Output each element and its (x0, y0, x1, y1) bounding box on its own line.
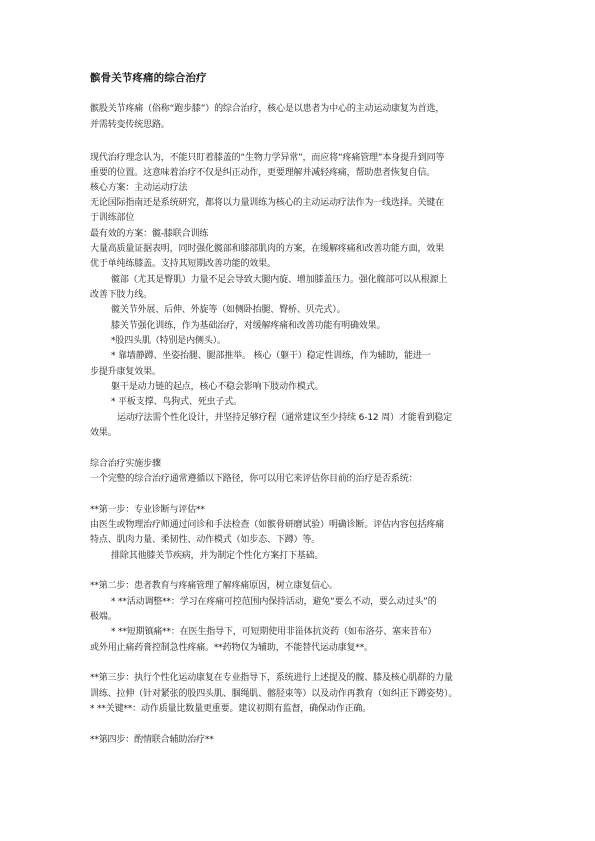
step-heading: **第四步：酌情联合辅助治疗** (90, 735, 214, 745)
paragraph-line: 特点、肌肉力量、柔韧性、动作模式（如步态、下蹲）等。 (90, 535, 321, 545)
paragraph-line: 排除其他膝关节疾病，并为制定个性化方案打下基础。 (111, 551, 324, 561)
bullet-line: * 平板支撑、鸟狗式、死虫子式。 (111, 397, 242, 407)
paragraph-line: 改善下肢力线。 (90, 290, 152, 300)
paragraph-line: 优于单纯练膝盖。支持其短期改善功能的效果。 (90, 259, 276, 269)
paragraph-line: 或外用止痛药膏控制急性疼痛。**药物仅为辅助，不能替代运动康复**。 (90, 643, 373, 653)
bullet-line: * **活动调整**：学习在疼痛可控范围内保持活动，避免“要么不动，要么动过头”的 (111, 597, 437, 607)
paragraph-line: 躯干是动力链的起点，核心不稳会影响下肢动作模式。 (111, 382, 324, 392)
paragraph-line: 髌股关节疼痛（俗称“跑步膝”）的综合治疗，核心是以患者为中心的主动运动康复为首选， (90, 104, 445, 114)
step-heading: **第三步：执行个性化运动康复在专业指导下，系统进行上述提及的髋、膝及核心肌群的力量 (90, 673, 453, 683)
paragraph-line: 重要的位置。这意味着治疗不仅是纠正动作，更要理解并减轻疼痛，帮助患者恢复自信。 (90, 168, 436, 178)
section-heading: 综合治疗实施步骤 (90, 459, 161, 469)
paragraph-line: 髋关节外展、后伸、外旋等（如侧卧抬腿、臀桥、贝壳式）。 (111, 305, 346, 315)
paragraph-line: 并需转变传统思路。 (90, 120, 170, 130)
paragraph-line: 于训练部位 (90, 213, 135, 223)
paragraph-line: 膝关节强化训练，作为基础治疗，对缓解疼痛和改善功能有明确效果。 (111, 321, 386, 331)
paragraph-line: 效果。 (90, 428, 117, 438)
step-heading: **第二步：患者教育与疼痛管理了解疼痛原因，树立康复信心。 (90, 581, 338, 591)
section-heading: 最有效的方案：髋-膝联合训练 (90, 229, 209, 239)
paragraph-line: 训练、拉伸（针对紧张的股四头肌、腘绳肌、髂胫束等）以及动作再教育（如纠正下蹲姿势）。 (90, 689, 458, 699)
paragraph-line: 现代治疗理念认为，不能只盯着膝盖的“生物力学异常”，而应将“疼痛管理”本身提升到同等 (90, 153, 445, 163)
paragraph-line: 由医生或物理治疗师通过问诊和手法检查（如髌骨研磨试验）明确诊断。评估内容包括疼痛 (90, 520, 445, 530)
document-title: 髌骨关节疼痛的综合治疗 (90, 72, 207, 84)
paragraph-line: 一个完整的综合治疗通常遵循以下路径，你可以用它来评估你目前的治疗是否系统： (90, 474, 418, 484)
paragraph-line: 运动疗法需个性化设计，并坚持足够疗程（通常建议至少持续 6-12 周）才能看到稳定 (117, 413, 452, 423)
paragraph-line: 髋部（尤其是臀肌）力量不足会导致大腿内旋、增加膝盖压力。强化髋部可以从根源上 (111, 275, 448, 285)
bullet-line: * 靠墙静蹲、坐姿抬腿、腿部推举。 核心（躯干）稳定性训练，作为辅助，能进一 (111, 351, 431, 361)
bullet-line: *股四头肌（特别是内侧头）。 (111, 336, 226, 346)
step-heading: **第一步：专业诊断与评估** (90, 505, 205, 515)
paragraph-line: 极端。 (90, 612, 117, 622)
paragraph-line: 大量高质量证据表明，同时强化髋部和膝部肌肉的方案，在缓解疼痛和改善功能方面，效果 (90, 244, 445, 254)
paragraph-line: 无论国际指南还是系统研究，都将以力量训练为核心的主动运动疗法作为一线选择。关键在 (90, 198, 445, 208)
paragraph-line: 步提升康复效果。 (90, 367, 161, 377)
bullet-line: * **关键**：动作质量比数量更重要。建议初期有监督，确保动作正确。 (90, 704, 372, 714)
section-heading: 核心方案：主动运动疗法 (90, 183, 188, 193)
bullet-line: * **短期镇痛**：在医生指导下，可短期使用非甾体抗炎药（如布洛芬、塞来昔布） (111, 627, 437, 637)
